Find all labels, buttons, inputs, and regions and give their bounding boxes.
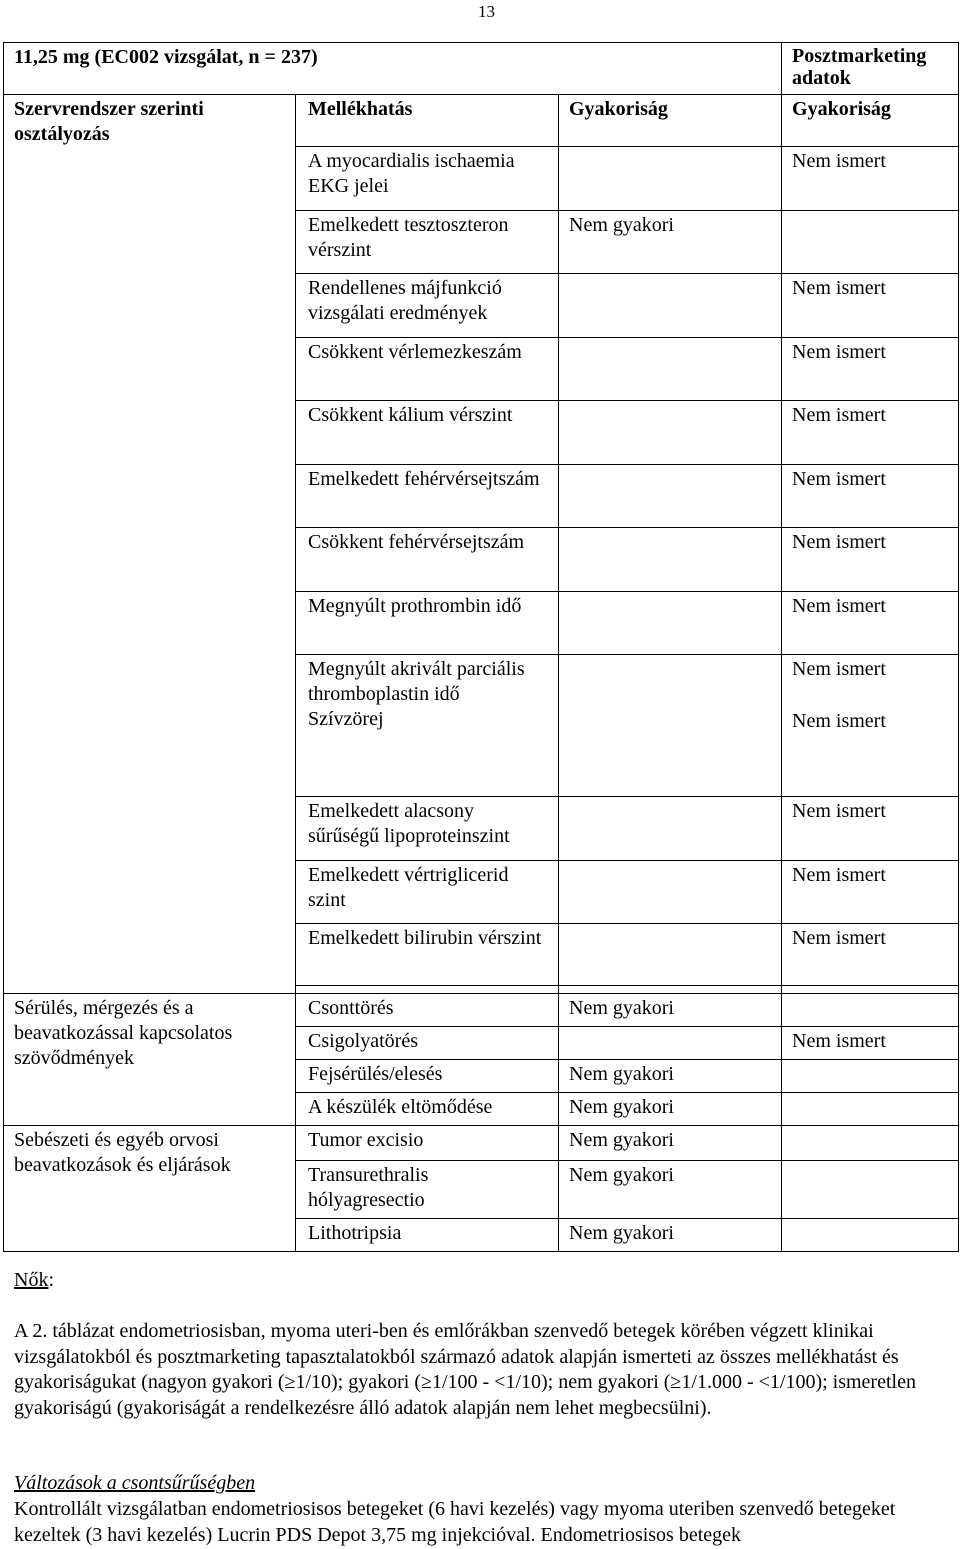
frequency [559, 528, 782, 592]
post-frequency [782, 1219, 959, 1252]
frequency: Nem gyakori [559, 1126, 782, 1161]
frequency: Nem gyakori [559, 1093, 782, 1126]
adverse-reaction: Fejsérülés/elesés [296, 1060, 559, 1093]
post-frequency: Nem ismert [782, 592, 959, 655]
post-frequency: Nem ismert [782, 1027, 959, 1060]
frequency [559, 338, 782, 401]
frequency [559, 655, 782, 797]
post-frequency: Nem ismert [782, 465, 959, 528]
adverse-reaction: Emelkedett tesztoszteron vérszint [296, 211, 559, 274]
post-frequency [782, 211, 959, 274]
post-frequency: Nem ismert [782, 861, 959, 924]
adverse-reaction: A myocardialis ischaemia EKG jelei [296, 147, 559, 211]
adverse-reaction: Rendellenes májfunkció vizsgálati eredmények [296, 274, 559, 338]
adverse-reaction: Megnyúlt akrivált parciális thromboplastin idő [308, 658, 525, 705]
adverse-reaction: Tumor excisio [296, 1126, 559, 1161]
women-heading: Nők: [14, 1269, 55, 1291]
body-paragraph: Kontrollált vizsgálatban endometriosisos betegeket (6 havi kezelés) vagy myoma uteriben szenvedő betegeket kezeltek (3 havi kezelés) Lucrin PDS Depot 3,75 mg injekcióval. Endometriosisos betegek [14, 1498, 896, 1546]
frequency: Nem gyakori [559, 1219, 782, 1252]
frequency [559, 147, 782, 211]
post-frequency [782, 994, 959, 1027]
post-frequency [782, 1161, 959, 1219]
adverse-reactions-table [3, 42, 959, 1252]
soc-surgery: Sebészeti és egyéb orvosi beavatkozások és eljárások [4, 1126, 296, 1252]
post-frequency-group [782, 655, 959, 797]
soc-injury: Sérülés, mérgezés és a beavatkozással kapcsolatos szövődmények [4, 994, 296, 1126]
post-frequency [782, 1060, 959, 1093]
frequency: Nem gyakori [559, 211, 782, 274]
post-frequency: Nem ismert [792, 710, 886, 732]
table-title: 11,25 mg (EC002 vizsgálat, n = 237) [4, 43, 782, 95]
frequency [559, 861, 782, 924]
frequency [559, 797, 782, 861]
adverse-reaction: Csigolyatörés [296, 1027, 559, 1060]
frequency [559, 401, 782, 465]
header-soc: Szervrendszer szerinti osztályozás [4, 95, 296, 994]
post-frequency [782, 1093, 959, 1126]
adverse-reaction: Csökkent kálium vérszint [296, 401, 559, 465]
post-frequency: Nem ismert [782, 147, 959, 211]
adverse-reaction: A készülék eltömődése [296, 1093, 559, 1126]
subsection-heading: Változások a csontsűrűségben [14, 1472, 256, 1494]
frequency [559, 1027, 782, 1060]
adverse-reaction-group [296, 655, 559, 797]
frequency: Nem gyakori [559, 1060, 782, 1093]
adverse-reaction: Szívzörej [308, 708, 384, 730]
adverse-reaction: Csökkent fehérvérsejtszám [296, 528, 559, 592]
post-frequency: Nem ismert [782, 401, 959, 465]
adverse-reaction: Lithotripsia [296, 1219, 559, 1252]
adverse-reaction: Emelkedett vértriglicerid szint [296, 861, 559, 924]
page-number: 13 [478, 2, 495, 21]
frequency: Nem gyakori [559, 994, 782, 1027]
adverse-reaction: Emelkedett alacsony sűrűségű lipoproteinszint [296, 797, 559, 861]
post-frequency: Nem ismert [782, 528, 959, 592]
header-adverse-reaction: Mellékhatás [296, 95, 559, 147]
adverse-reaction: Emelkedett fehérvérsejtszám [296, 465, 559, 528]
frequency [559, 465, 782, 528]
intro-paragraph: A 2. táblázat endometriosisban, myoma uteri-ben és emlőrákban szenvedő betegek körében végzett klinikai vizsgálatokból és posztmarketing tapasztalatokból származó adatok alapján ismerteti az összes mellékhatást és gyakoriságukat (nagyon gyakori (≥1/10); gyakori (≥1/100 - <1/10); nem gyakori (≥1/1.000 - <1/100); ismeretlen gyakoriságú (gyakoriságát a rendelkezésre álló adatok alapján nem lehet megbecsülni). [14, 1320, 916, 1419]
adverse-reaction: Emelkedett bilirubin vérszint [296, 924, 559, 986]
adverse-reaction: Transurethralis hólyagresectio [296, 1161, 559, 1219]
frequency [559, 924, 782, 986]
frequency [559, 592, 782, 655]
frequency: Nem gyakori [559, 1161, 782, 1219]
post-marketing-header: Posztmarketing adatok [782, 43, 959, 95]
adverse-reaction: Csonttörés [296, 994, 559, 1027]
post-frequency: Nem ismert [782, 274, 959, 338]
post-frequency [782, 1126, 959, 1161]
post-frequency: Nem ismert [792, 658, 886, 680]
adverse-reaction: Csökkent vérlemezkeszám [296, 338, 559, 401]
adverse-reaction: Megnyúlt prothrombin idő [296, 592, 559, 655]
frequency [559, 274, 782, 338]
post-frequency: Nem ismert [782, 338, 959, 401]
header-frequency: Gyakoriság [559, 95, 782, 147]
header-post-frequency: Gyakoriság [782, 95, 959, 147]
post-frequency: Nem ismert [782, 924, 959, 986]
post-frequency: Nem ismert [782, 797, 959, 861]
